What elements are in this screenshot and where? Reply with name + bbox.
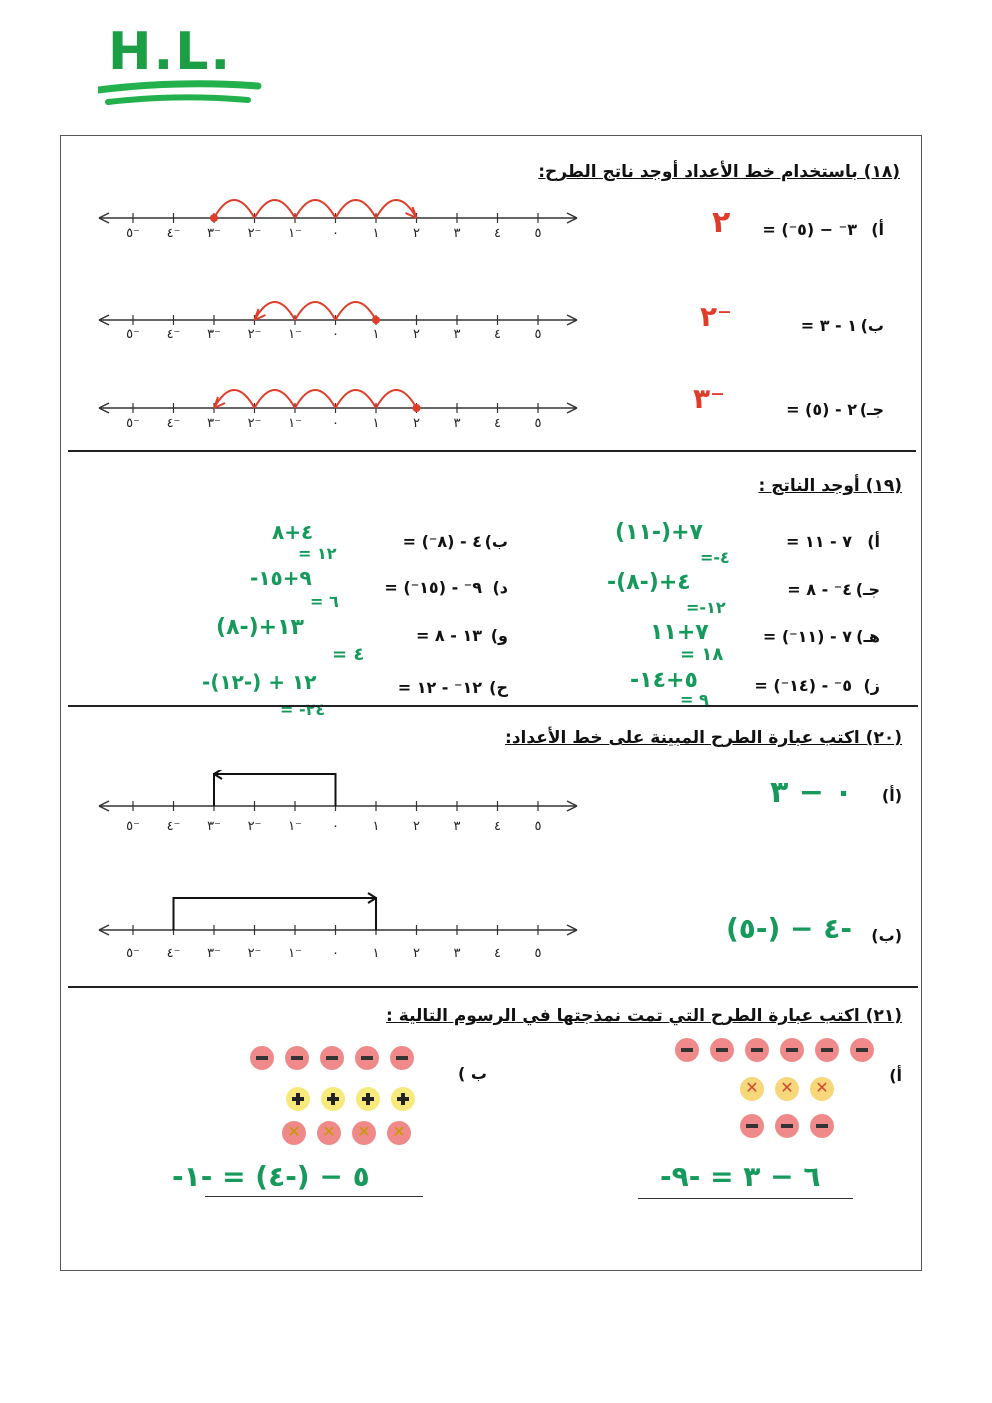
q21-heading: (٢١) اكتب عبارة الطرح التي تمت نمذجتها في الرسوم التالية : xyxy=(386,1006,902,1026)
q19-w-label: و) xyxy=(490,626,508,645)
tick-label: ٤⁻ xyxy=(166,226,181,241)
tick-label: ١ xyxy=(372,226,380,241)
q21-a-answer: -٦ − ٣ = -٩ xyxy=(660,1160,821,1193)
tick-label: ٢⁻ xyxy=(247,226,262,241)
counter-token xyxy=(387,1121,411,1145)
tick-label: ٤⁻ xyxy=(166,946,181,961)
counter-token xyxy=(250,1046,274,1070)
q19-z-label: ز) xyxy=(863,676,880,695)
q20-number-line-b xyxy=(95,885,585,965)
q21-a-label: أ) xyxy=(889,1066,902,1085)
q20-b-label: (ب) xyxy=(871,926,902,945)
tick-label: ٢⁻ xyxy=(247,416,262,431)
q20-heading: (٢٠) اكتب عبارة الطرح المبينة على خط الأعداد: xyxy=(505,728,902,748)
q19-c-expr: ٤⁻ - ٨ = xyxy=(787,580,852,599)
q19-e-hw2: = ١٨ xyxy=(680,644,724,665)
q21-a-row3 xyxy=(740,1114,845,1138)
counter-token xyxy=(815,1038,839,1062)
tick-label: ٥⁻ xyxy=(126,946,140,961)
q21-b-label: ب ) xyxy=(458,1064,487,1083)
tick-label: ٤ xyxy=(494,819,501,834)
tick-label: ١⁻ xyxy=(288,819,302,834)
q18-c-expr: ٢ - (٥) = xyxy=(786,400,857,419)
tick-label: ٤ xyxy=(494,226,501,241)
tick-label: ٠ xyxy=(332,946,339,961)
q18-number-line-c xyxy=(95,380,585,440)
counter-token xyxy=(850,1038,874,1062)
q19-e-expr: ٧ - (١١⁻) = xyxy=(762,627,852,646)
q19-w-hw1: ١٣+(-٨) xyxy=(216,615,304,640)
q19-z-hw2: = ٩ xyxy=(680,690,709,709)
q19-b-expr: ٤ - (٨⁻) = xyxy=(402,532,482,551)
counter-token xyxy=(352,1121,376,1145)
counter-token xyxy=(390,1046,414,1070)
tick-label: ٥ xyxy=(534,226,542,241)
counter-token xyxy=(675,1038,699,1062)
tick-label: ٢ xyxy=(413,226,420,241)
q19-b-hw1: ٤+٨ xyxy=(272,520,314,544)
counter-token xyxy=(320,1046,344,1070)
q18-a-expr: ٣⁻ − (٥⁻) = xyxy=(762,220,857,239)
tick-label: ٥⁻ xyxy=(126,327,140,342)
counter-token xyxy=(317,1121,341,1145)
q19-d-hw2: = ٦ xyxy=(310,592,339,611)
jump-arc xyxy=(295,390,336,408)
q21-a-answer-line xyxy=(638,1198,853,1199)
tick-label: ٥⁻ xyxy=(126,819,140,834)
q19-e-hw1: ٧+١١ xyxy=(650,620,709,645)
counter-token xyxy=(391,1087,415,1111)
tick-label: ٤⁻ xyxy=(166,416,181,431)
q20-a-answer: ٠ − ٣ xyxy=(770,775,853,810)
tick-label: ٣⁻ xyxy=(207,416,221,431)
counter-token xyxy=(780,1038,804,1062)
q18-b-label: ب) xyxy=(860,316,884,335)
q18-b-expr: ١ - ٣ = xyxy=(800,316,857,335)
q20-b-answer: -٤ − (-٥) xyxy=(726,912,852,945)
hl-logo xyxy=(98,20,273,112)
q18-number-line-b xyxy=(95,290,585,350)
q19-h-hw2: = -٢٤ xyxy=(280,700,326,719)
tick-label: ٠ xyxy=(332,327,339,342)
q19-a-label: أ) xyxy=(867,532,880,551)
q19-h-label: ح) xyxy=(489,678,508,697)
tick-label: ٠ xyxy=(332,819,339,834)
q21-b-answer-line xyxy=(205,1196,423,1197)
tick-label: ٠ xyxy=(332,416,339,431)
tick-label: ٢⁻ xyxy=(247,327,262,342)
jump-arc xyxy=(214,200,255,218)
q20-a-label: (أ) xyxy=(881,786,902,805)
q19-d-label: د) xyxy=(492,578,508,597)
q19-c-hw1: -٤+(-٨) xyxy=(607,570,691,595)
logo-text: H.L. xyxy=(108,22,233,82)
jump-arc xyxy=(295,200,336,218)
q21-b-row3 xyxy=(282,1121,422,1145)
tick-label: ٣⁻ xyxy=(207,819,221,834)
q21-b-answer: -٥ − (-٤) = -١ xyxy=(172,1160,370,1193)
q21-a-row2 xyxy=(740,1077,845,1101)
tick-label: ١ xyxy=(372,819,380,834)
q19-a-hw2: =-٤ xyxy=(700,548,730,567)
q19-w-hw2: = ٤ xyxy=(332,644,365,665)
jump-arc xyxy=(336,200,377,218)
tick-label: ١ xyxy=(372,327,380,342)
tick-label: ٢ xyxy=(413,946,420,961)
counter-token xyxy=(321,1087,345,1111)
q19-a-expr: ٧ - ١١ = xyxy=(785,532,852,551)
tick-label: ١⁻ xyxy=(288,946,302,961)
q18-c-label: جـ) xyxy=(859,400,884,419)
tick-label: ٤ xyxy=(494,946,501,961)
counter-token xyxy=(810,1077,834,1101)
subtraction-bracket xyxy=(174,898,377,930)
q19-b-label: ب) xyxy=(484,532,508,551)
divider-1 xyxy=(68,450,916,452)
tick-label: ٠ xyxy=(332,226,339,241)
jump-arc xyxy=(336,390,377,408)
counter-token xyxy=(355,1046,379,1070)
tick-label: ٢ xyxy=(413,327,420,342)
tick-label: ٥ xyxy=(534,416,542,431)
counter-token xyxy=(775,1077,799,1101)
counter-token xyxy=(775,1114,799,1138)
q19-h-hw1: -١٢ + (-١٢) xyxy=(202,670,317,694)
tick-label: ٥ xyxy=(534,819,542,834)
q19-z-hw1: -٥+١٤ xyxy=(630,668,698,693)
tick-label: ٢⁻ xyxy=(247,819,262,834)
q19-d-expr: ٩⁻ - (١٥⁻) = xyxy=(384,578,482,597)
counter-token xyxy=(745,1038,769,1062)
counter-token xyxy=(282,1121,306,1145)
tick-label: ٣ xyxy=(453,327,461,342)
counter-token xyxy=(285,1046,309,1070)
q18-a-label: أ) xyxy=(871,220,884,239)
q19-a-hw1: ٧+(-١١) xyxy=(615,520,703,545)
tick-label: ٣ xyxy=(453,416,461,431)
tick-label: ١⁻ xyxy=(288,416,302,431)
tick-label: ٥ xyxy=(534,946,542,961)
jump-arc xyxy=(255,200,296,218)
q19-b-hw2: = ١٢ xyxy=(298,544,337,563)
q21-a-row1 xyxy=(675,1038,885,1062)
tick-label: ٤⁻ xyxy=(166,327,181,342)
q19-d-hw1: -٩+١٥ xyxy=(250,566,312,590)
tick-label: ٣ xyxy=(453,819,461,834)
q20-number-line-a xyxy=(95,770,585,850)
tick-label: ٥ xyxy=(534,327,542,342)
tick-label: ٥⁻ xyxy=(126,416,140,431)
tick-label: ١ xyxy=(372,416,380,431)
q18-number-line-a xyxy=(95,190,585,250)
q19-e-label: هـ) xyxy=(856,627,880,646)
q21-b-row2 xyxy=(286,1087,426,1111)
q19-heading: (١٩) أوجد الناتج : xyxy=(758,476,902,496)
tick-label: ٤ xyxy=(494,327,501,342)
jump-arc xyxy=(295,302,336,320)
tick-label: ٥⁻ xyxy=(126,226,140,241)
tick-label: ٤ xyxy=(494,416,501,431)
counter-token xyxy=(740,1077,764,1101)
tick-label: ٢ xyxy=(413,819,420,834)
tick-label: ٣⁻ xyxy=(207,946,221,961)
counter-token xyxy=(286,1087,310,1111)
tick-label: ١⁻ xyxy=(288,327,302,342)
q19-w-expr: ١٣ - ٨ = xyxy=(415,626,482,645)
q18-a-answer: ٢ xyxy=(712,205,731,240)
q19-c-label: جـ) xyxy=(855,580,880,599)
q19-z-expr: ٥⁻ - (١٤⁻) = xyxy=(754,676,852,695)
q19-h-expr: ١٢⁻ - ١٢ = xyxy=(397,678,482,697)
divider-2 xyxy=(68,705,918,707)
tick-label: ٣ xyxy=(453,946,461,961)
tick-label: ٣⁻ xyxy=(207,226,221,241)
jump-arc xyxy=(255,390,296,408)
jump-arc xyxy=(376,390,417,408)
jump-arc xyxy=(336,302,377,320)
counter-token xyxy=(356,1087,380,1111)
q18-c-answer: ٣⁻ xyxy=(693,382,725,415)
divider-3 xyxy=(68,986,918,988)
q21-b-row1 xyxy=(250,1046,425,1070)
q18-heading: (١٨) باستخدام خط الأعداد أوجد ناتج الطرح: xyxy=(538,162,900,182)
tick-label: ٢⁻ xyxy=(247,946,262,961)
q19-c-hw2: =-١٢ xyxy=(686,598,726,617)
q18-b-answer: ٢⁻ xyxy=(700,300,732,333)
tick-label: ١⁻ xyxy=(288,226,302,241)
counter-token xyxy=(810,1114,834,1138)
counter-token xyxy=(710,1038,734,1062)
tick-label: ١ xyxy=(372,946,380,961)
counter-token xyxy=(740,1114,764,1138)
tick-label: ٤⁻ xyxy=(166,819,181,834)
tick-label: ٣ xyxy=(453,226,461,241)
subtraction-bracket xyxy=(214,774,336,806)
tick-label: ٣⁻ xyxy=(207,327,221,342)
tick-label: ٢ xyxy=(413,416,420,431)
